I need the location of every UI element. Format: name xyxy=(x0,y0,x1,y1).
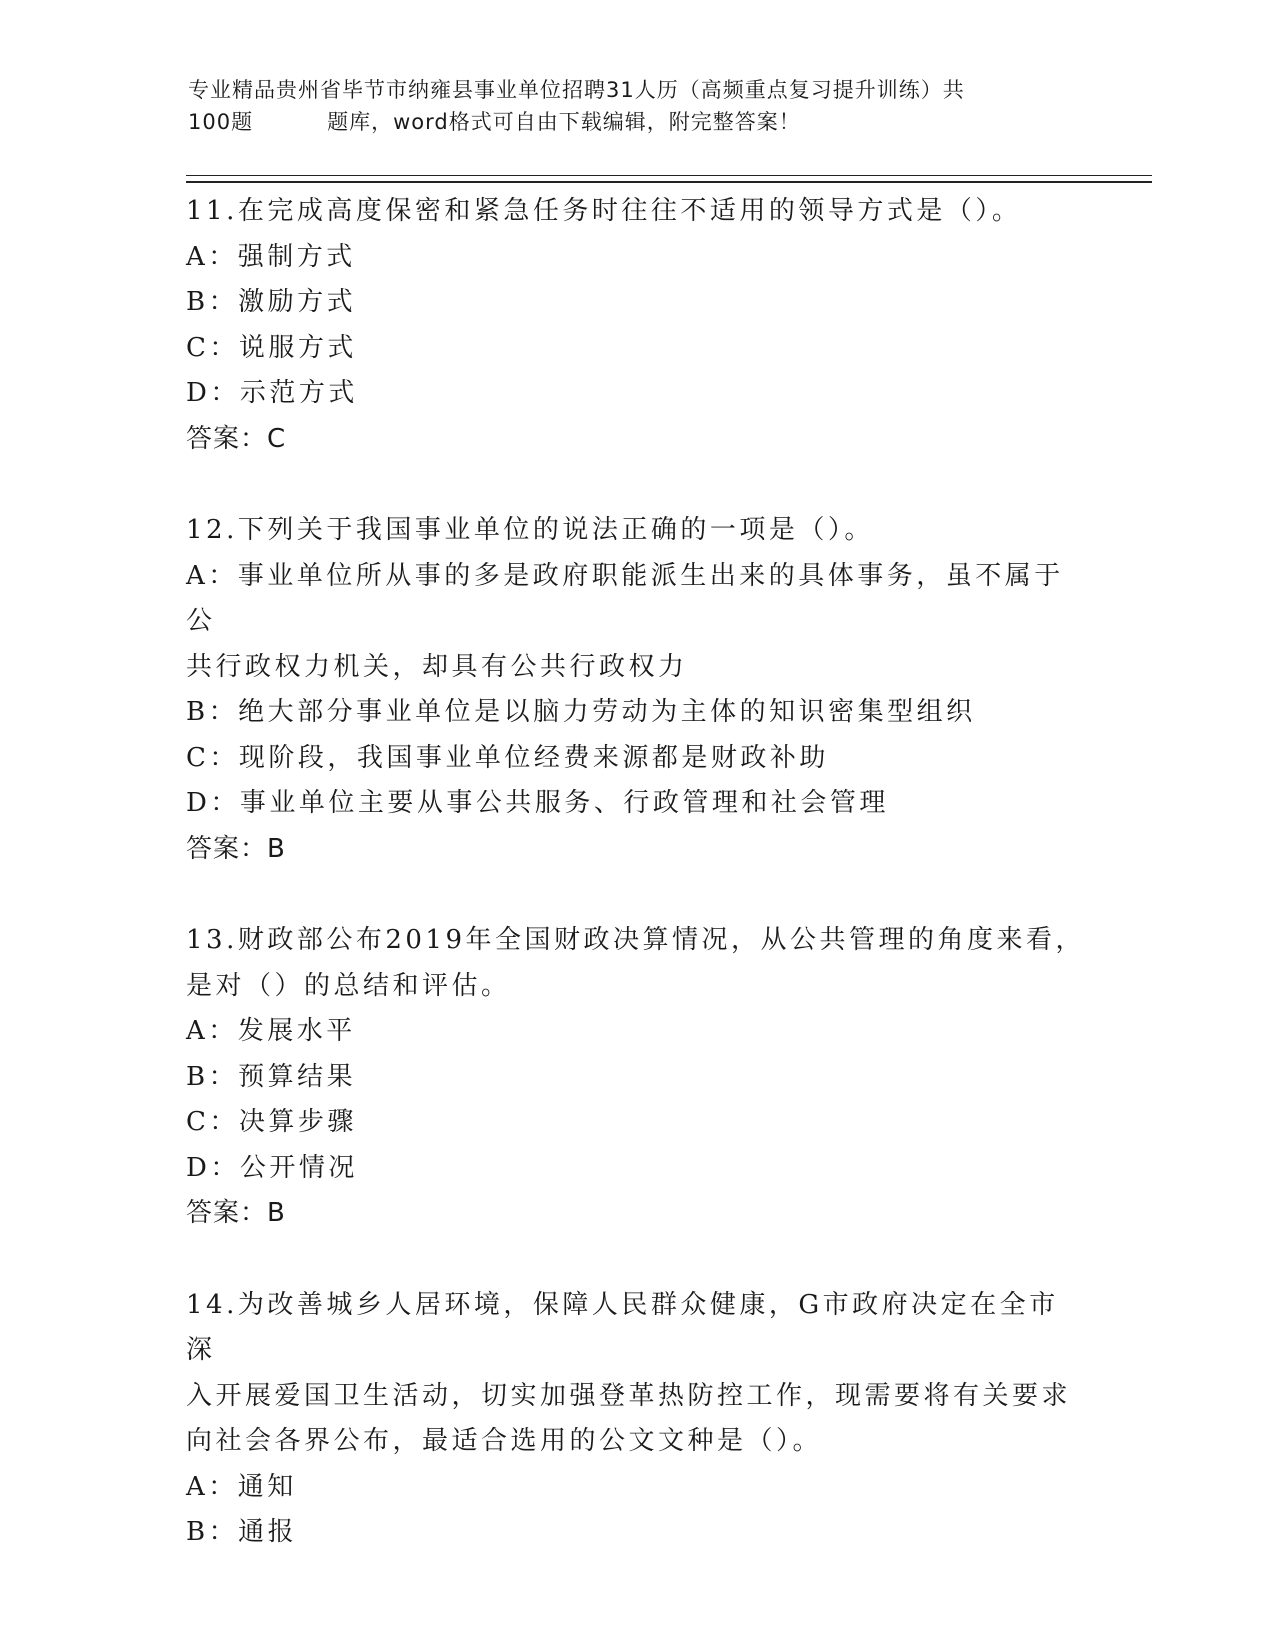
answer-option: D：公开情况 xyxy=(186,1152,358,1183)
question-block xyxy=(186,918,1086,1237)
question-list xyxy=(186,189,1086,1602)
header-count: 100题 xyxy=(188,110,254,134)
answer-option: B：绝大部分事业单位是以脑力劳动为主体的知识密集型组织 xyxy=(186,697,976,727)
answer-option: A：事业单位所从事的多是政府职能派生出来的具体事务，虽不属于公 xyxy=(186,560,1064,636)
answer-option: C：决算步骤 xyxy=(186,1107,357,1137)
question-stem-line: 13.财政部公布2019年全国财政决算情况，从公共管理的角度来看， xyxy=(186,925,1086,955)
answer-option: D：事业单位主要从事公共服务、行政管理和社会管理 xyxy=(186,788,889,818)
question-stem-line: 入开展爱国卫生活动，切实加强登革热防控工作，现需要将有关要求 xyxy=(186,1380,1072,1411)
header-description: 题库，word格式可自由下载编辑，附完整答案！ xyxy=(327,110,801,134)
answer-key: 答案：B xyxy=(186,833,286,864)
header-line-2 xyxy=(188,106,1088,138)
header-divider-thick xyxy=(186,181,1152,183)
question-stem-line: 11.在完成高度保密和紧急任务时往往不适用的领导方式是（）。 xyxy=(186,196,1022,226)
question-stem-line: 14.为改善城乡人居环境，保障人民群众健康，G市政府决定在全市深 xyxy=(186,1289,1059,1365)
answer-option: A：强制方式 xyxy=(186,241,356,272)
answer-option: C：说服方式 xyxy=(186,332,357,363)
answer-key: 答案：B xyxy=(186,1198,286,1228)
answer-option: A：通知 xyxy=(186,1471,297,1502)
header-divider-thin xyxy=(186,175,1152,176)
question-block xyxy=(186,189,1086,462)
answer-key: 答案：C xyxy=(186,423,287,454)
answer-option: B：预算结果 xyxy=(186,1061,357,1092)
document-header xyxy=(188,74,1088,138)
question-stem-line: 向社会各界公布，最适合选用的公文文种是（）。 xyxy=(186,1426,823,1456)
answer-option: D：示范方式 xyxy=(186,378,358,408)
answer-option: B：激励方式 xyxy=(186,287,357,317)
answer-option: B：通报 xyxy=(186,1517,298,1547)
header-line-1: 专业精品贵州省毕节市纳雍县事业单位招聘31人历（高频重点复习提升训练）共 xyxy=(188,78,965,102)
question-stem-line: 是对（）的总结和评估。 xyxy=(186,970,511,1001)
question-block xyxy=(186,508,1086,872)
answer-option: C：现阶段，我国事业单位经费来源都是财政补助 xyxy=(186,742,829,773)
answer-option: 共行政权力机关，却具有公共行政权力 xyxy=(186,651,688,682)
answer-option: A：发展水平 xyxy=(186,1016,356,1046)
question-block xyxy=(186,1283,1086,1556)
question-stem-line: 12.下列关于我国事业单位的说法正确的一项是（）。 xyxy=(186,515,874,545)
